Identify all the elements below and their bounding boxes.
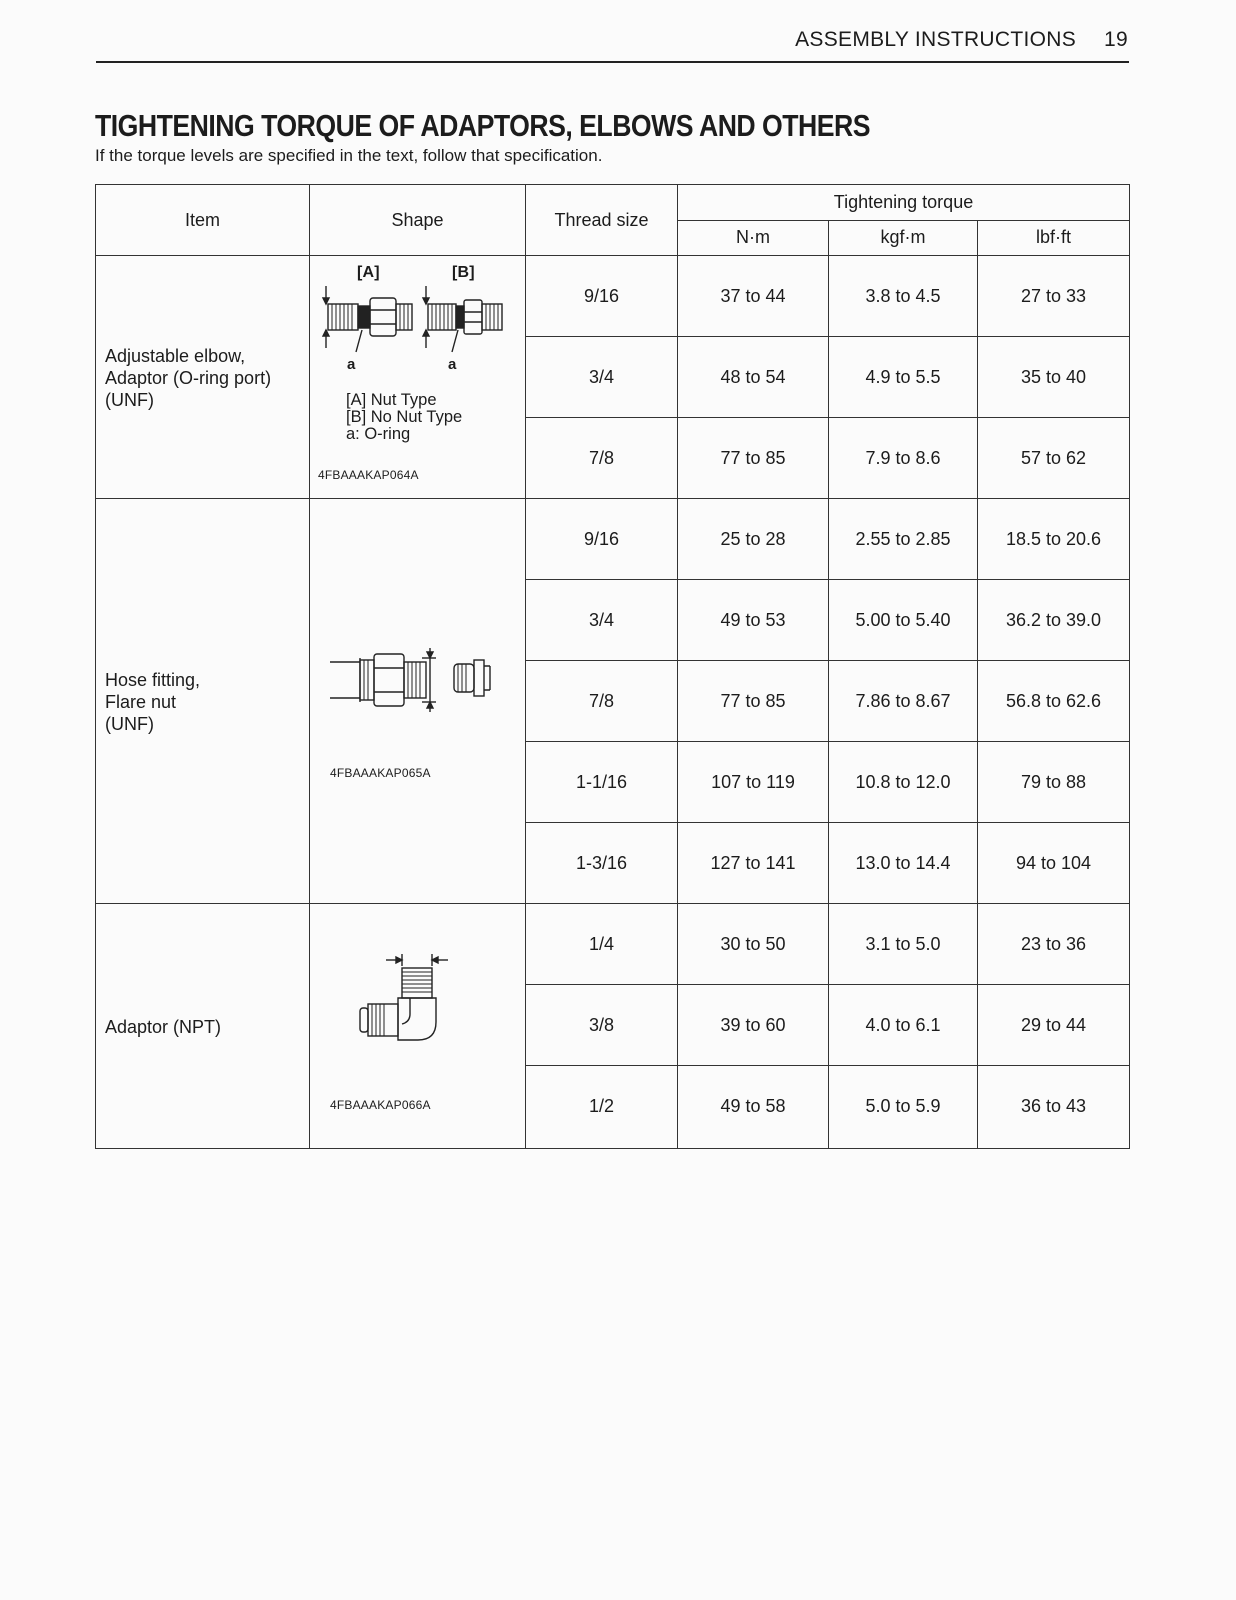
figure-code-065a: 4FBAAAKAP065A [330, 766, 431, 780]
thread-size-cell: 3/4 [588, 609, 615, 630]
kgfm-cell: 2.55 to 2.85 [855, 528, 951, 549]
nm-cell: 37 to 44 [720, 285, 786, 306]
lbfft-cell: 35 to 40 [1020, 366, 1087, 387]
kgfm-cell: 4.9 to 5.5 [865, 366, 941, 387]
header-item: Item [184, 209, 220, 230]
flare-nut-figure [330, 648, 510, 728]
oring-label-b: a [448, 356, 457, 373]
item-hose-fitting: Hose fitting, Flare nut (UNF) [105, 670, 201, 734]
nm-cell: 39 to 60 [720, 1014, 786, 1035]
nm-cell: 77 to 85 [720, 447, 786, 468]
nm-cell: 107 to 119 [711, 771, 795, 792]
nm-cell: 77 to 85 [720, 690, 786, 711]
kgfm-cell: 5.0 to 5.9 [865, 1095, 941, 1116]
figure-legend [346, 392, 462, 443]
npt-elbow-figure [356, 952, 466, 1052]
kgfm-cell: 7.9 to 8.6 [865, 447, 941, 468]
column-divider [309, 184, 310, 1149]
lbfft-cell: 57 to 62 [1020, 447, 1087, 468]
figure-code-066a: 4FBAAAKAP066A [330, 1098, 431, 1112]
item-adaptor-npt: Adaptor (NPT) [105, 1016, 222, 1037]
nm-cell: 30 to 50 [720, 933, 786, 954]
page-subtitle: If the torque levels are specified in the text, follow that specification. [95, 146, 603, 165]
lbfft-cell: 79 to 88 [1020, 771, 1087, 792]
kgfm-cell: 13.0 to 14.4 [855, 852, 951, 873]
kgfm-cell: 7.86 to 8.67 [855, 690, 951, 711]
figure-label-a: [A] [357, 264, 380, 281]
nm-cell: 48 to 54 [720, 366, 786, 387]
thread-size-cell: 3/4 [588, 366, 615, 387]
header-rule [96, 61, 1129, 63]
thread-size-cell: 1/4 [588, 933, 615, 954]
lbfft-cell: 27 to 33 [1020, 285, 1087, 306]
header-lbfft: lbf·ft [1035, 227, 1071, 247]
oring-label-a: a [347, 356, 356, 373]
header-kgfm: kgf·m [880, 227, 926, 247]
lbfft-cell: 36 to 43 [1020, 1095, 1087, 1116]
figure-label-b: [B] [452, 264, 475, 281]
thread-size-cell: 1-3/16 [575, 852, 628, 873]
thread-size-cell: 7/8 [588, 447, 615, 468]
thread-size-cell: 1/2 [588, 1095, 615, 1116]
lbfft-cell: 29 to 44 [1020, 1014, 1087, 1035]
lbfft-cell: 18.5 to 20.6 [1005, 528, 1102, 549]
legend-no-nut-type: [B] No Nut Type [346, 408, 463, 426]
nm-cell: 49 to 58 [720, 1095, 786, 1116]
header-thread-size: Thread size [554, 209, 649, 230]
kgfm-cell: 3.8 to 4.5 [865, 285, 941, 306]
thread-size-cell: 7/8 [588, 690, 615, 711]
thread-size-cell: 9/16 [583, 285, 620, 306]
figure-code-064a: 4FBAAAKAP064A [318, 468, 419, 482]
item-adjustable-elbow: Adjustable elbow, Adaptor (O-ring port) (UNF) [105, 345, 272, 410]
kgfm-cell: 4.0 to 6.1 [865, 1014, 941, 1035]
lbfft-cell: 56.8 to 62.6 [1005, 690, 1102, 711]
legend-nut-type: [A] Nut Type [346, 391, 437, 409]
header-nm: N·m [736, 227, 770, 247]
kgfm-cell: 10.8 to 12.0 [855, 771, 951, 792]
oring-adaptor-figure [318, 266, 518, 366]
page-number: 19 [1104, 28, 1128, 51]
lbfft-cell: 36.2 to 39.0 [1005, 609, 1102, 630]
nm-cell: 49 to 53 [720, 609, 786, 630]
section-name: ASSEMBLY INSTRUCTIONS [795, 28, 1077, 51]
kgfm-cell: 5.00 to 5.40 [855, 609, 951, 630]
thread-size-cell: 9/16 [583, 528, 620, 549]
kgfm-cell: 3.1 to 5.0 [865, 933, 941, 954]
nm-cell: 127 to 141 [710, 852, 796, 873]
header-tightening-torque: Tightening torque [833, 192, 974, 212]
header-shape: Shape [391, 209, 444, 230]
running-header [700, 28, 1128, 52]
lbfft-cell: 23 to 36 [1020, 933, 1087, 954]
page-title: TIGHTENING TORQUE OF ADAPTORS, ELBOWS AND OTHERS [95, 108, 871, 143]
legend-oring: a: O-ring [346, 425, 411, 443]
lbfft-cell: 94 to 104 [1015, 852, 1092, 873]
thread-size-cell: 3/8 [588, 1014, 615, 1035]
thread-size-cell: 1-1/16 [575, 771, 628, 792]
nm-cell: 25 to 28 [720, 528, 786, 549]
